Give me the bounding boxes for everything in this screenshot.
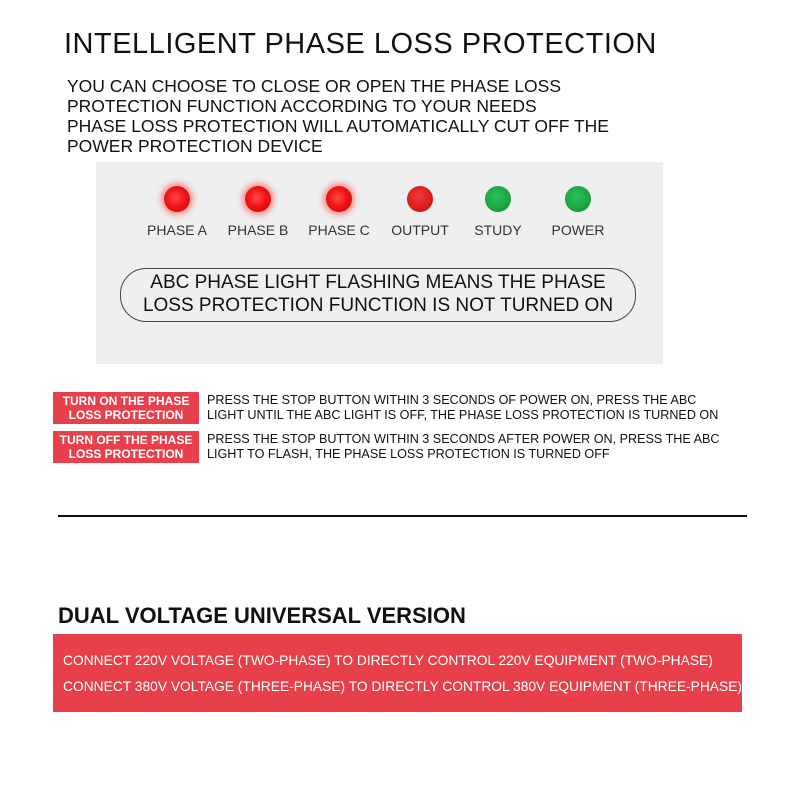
notice-line: ABC PHASE LIGHT FLASHING MEANS THE PHASE: [150, 272, 606, 293]
notice-line: LOSS PROTECTION FUNCTION IS NOT TURNED ON: [142, 295, 614, 316]
green-led-icon: [485, 186, 511, 212]
indicator-study: [458, 186, 538, 238]
indicator-power: [538, 186, 618, 238]
indicator-phase-b: [218, 186, 298, 238]
intro-line: YOU CAN CHOOSE TO CLOSE OR OPEN THE PHASE LOSS: [67, 76, 562, 96]
flashing-notice: [120, 268, 636, 322]
indicator-label: PHASE C: [308, 222, 370, 238]
tag-line: LOSS PROTECTION: [68, 408, 184, 422]
desc-line: LIGHT TO FLASH, THE PHASE LOSS PROTECTION IS TURNED OFF: [207, 447, 610, 461]
dual-voltage-line-380v: CONNECT 380V VOLTAGE (THREE-PHASE) TO DIRECTLY CONTROL 380V EQUIPMENT (THREE-PHASE): [63, 679, 742, 694]
tag-line: TURN ON THE PHASE: [62, 394, 190, 408]
desc-line: PRESS THE STOP BUTTON WITHIN 3 SECONDS AFTER POWER ON, PRESS THE ABC: [207, 432, 720, 446]
red-led-icon: [326, 186, 352, 212]
indicator-label: PHASE A: [147, 222, 207, 238]
section-divider: [58, 515, 747, 517]
intro-line: POWER PROTECTION DEVICE: [67, 136, 323, 156]
dual-voltage-title: DUAL VOLTAGE UNIVERSAL VERSION: [58, 603, 466, 628]
indicator-panel: [96, 162, 663, 364]
red-led-icon: [407, 186, 433, 212]
turn-on-description: [207, 393, 767, 423]
red-led-icon: [164, 186, 190, 212]
turn-off-description: [207, 432, 767, 462]
intro-text: [67, 76, 667, 156]
indicator-phase-a: [137, 186, 217, 238]
desc-line: PRESS THE STOP BUTTON WITHIN 3 SECONDS OF POWER ON, PRESS THE ABC: [207, 393, 697, 407]
turn-on-tag: [53, 392, 199, 424]
page-title: INTELLIGENT PHASE LOSS PROTECTION: [64, 28, 657, 60]
intro-line: PHASE LOSS PROTECTION WILL AUTOMATICALLY CUT OFF THE: [67, 116, 609, 136]
indicator-label: PHASE B: [227, 222, 289, 238]
dual-voltage-box: [53, 634, 742, 712]
indicator-phase-c: [299, 186, 379, 238]
desc-line: LIGHT UNTIL THE ABC LIGHT IS OFF, THE PHASE LOSS PROTECTION IS TURNED ON: [207, 408, 719, 422]
indicator-label: POWER: [551, 222, 605, 238]
tag-line: LOSS PROTECTION: [68, 447, 184, 461]
indicator-label: OUTPUT: [391, 222, 449, 238]
green-led-icon: [565, 186, 591, 212]
dual-voltage-line-220v: CONNECT 220V VOLTAGE (TWO-PHASE) TO DIRECTLY CONTROL 220V EQUIPMENT (TWO-PHASE): [63, 653, 713, 668]
indicator-output: [380, 186, 460, 238]
red-led-icon: [245, 186, 271, 212]
turn-off-tag: [53, 431, 199, 463]
tag-line: TURN OFF THE PHASE: [59, 433, 193, 447]
intro-line: PROTECTION FUNCTION ACCORDING TO YOUR NEEDS: [67, 96, 537, 116]
indicator-label: STUDY: [474, 222, 522, 238]
